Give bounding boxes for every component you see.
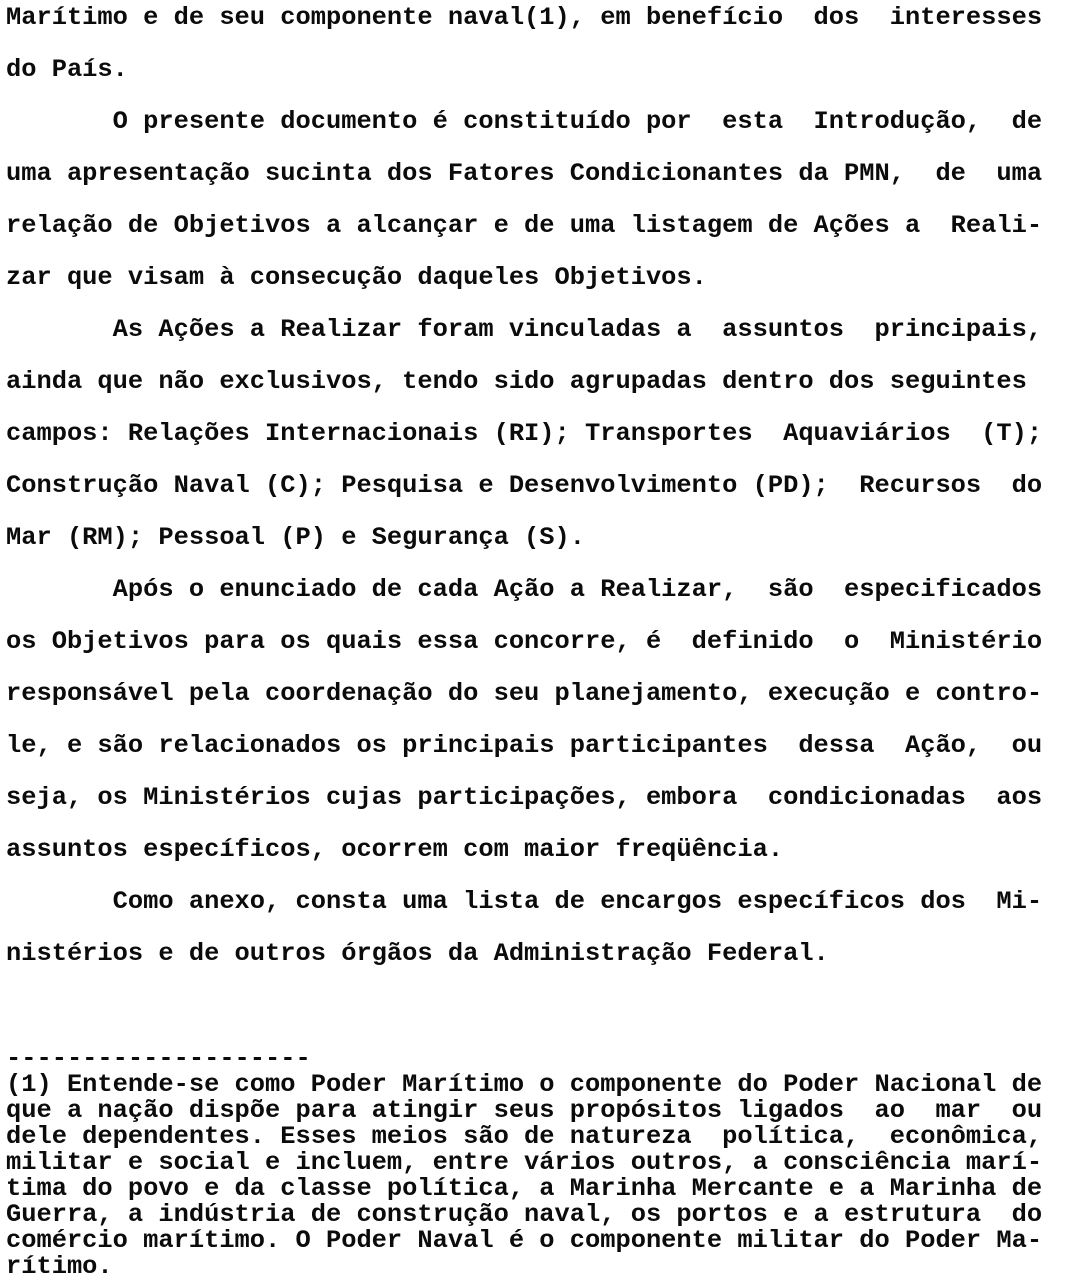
text-line: O presente documento é constituído por esta Introdução, de [6, 107, 1043, 136]
text-line: os Objetivos para os quais essa concorre, é definido o Ministério [6, 627, 1043, 656]
text-line: le, e são relacionados os principais participantes dessa Ação, ou [6, 731, 1043, 760]
footnote-line: que a nação dispõe para atingir seus propósitos ligados ao mar ou [6, 1096, 1043, 1125]
text-line: ainda que não exclusivos, tendo sido agrupadas dentro dos seguintes [6, 367, 1027, 396]
footnote-line: Guerra, a indústria de construção naval, os portos e a estrutura do [6, 1200, 1043, 1229]
text-line: Construção Naval (C); Pesquisa e Desenvolvimento (PD); Recursos do [6, 471, 1043, 500]
text-line: relação de Objetivos a alcançar e de uma listagem de Ações a Reali- [6, 211, 1043, 240]
text-line: campos: Relações Internacionais (RI); Transportes Aquaviários (T); [6, 419, 1043, 448]
document-body [6, 0, 1061, 980]
footnote [6, 1046, 1061, 1280]
text-line: zar que visam à consecução daqueles Objetivos. [6, 263, 707, 292]
footnote-line: (1) Entende-se como Poder Marítimo o componente do Poder Nacional de [6, 1070, 1043, 1099]
text-line: seja, os Ministérios cujas participações, embora condicionadas aos [6, 783, 1043, 812]
footnote-line: comércio marítimo. O Poder Naval é o componente militar do Poder Ma- [6, 1226, 1043, 1255]
footnote-line: dele dependentes. Esses meios são de natureza política, econômica, [6, 1122, 1043, 1151]
text-line: Mar (RM); Pessoal (P) e Segurança (S). [6, 523, 586, 552]
text-line: Após o enunciado de cada Ação a Realizar, são especificados [6, 575, 1043, 604]
text-line: responsável pela coordenação do seu planejamento, execução e contro- [6, 679, 1043, 708]
text-line: Marítimo e de seu componente naval(1), em benefício dos interesses [6, 3, 1043, 32]
text-line: assuntos específicos, ocorrem com maior freqüência. [6, 835, 784, 864]
text-line: Como anexo, consta uma lista de encargos específicos dos Mi- [6, 887, 1043, 916]
footnote-line: rítimo. [6, 1252, 113, 1280]
text-line: As Ações a Realizar foram vinculadas a assuntos principais, [6, 315, 1043, 344]
footnote-line: tima do povo e da classe política, a Marinha Mercante e a Marinha de [6, 1174, 1043, 1203]
text-line: do País. [6, 55, 128, 84]
footnote-separator: -------------------- [6, 1044, 311, 1073]
footnote-line: militar e social e incluem, entre vários outros, a consciência marí- [6, 1148, 1043, 1177]
text-line: nistérios e de outros órgãos da Administração Federal. [6, 939, 829, 968]
text-line: uma apresentação sucinta dos Fatores Condicionantes da PMN, de uma [6, 159, 1043, 188]
